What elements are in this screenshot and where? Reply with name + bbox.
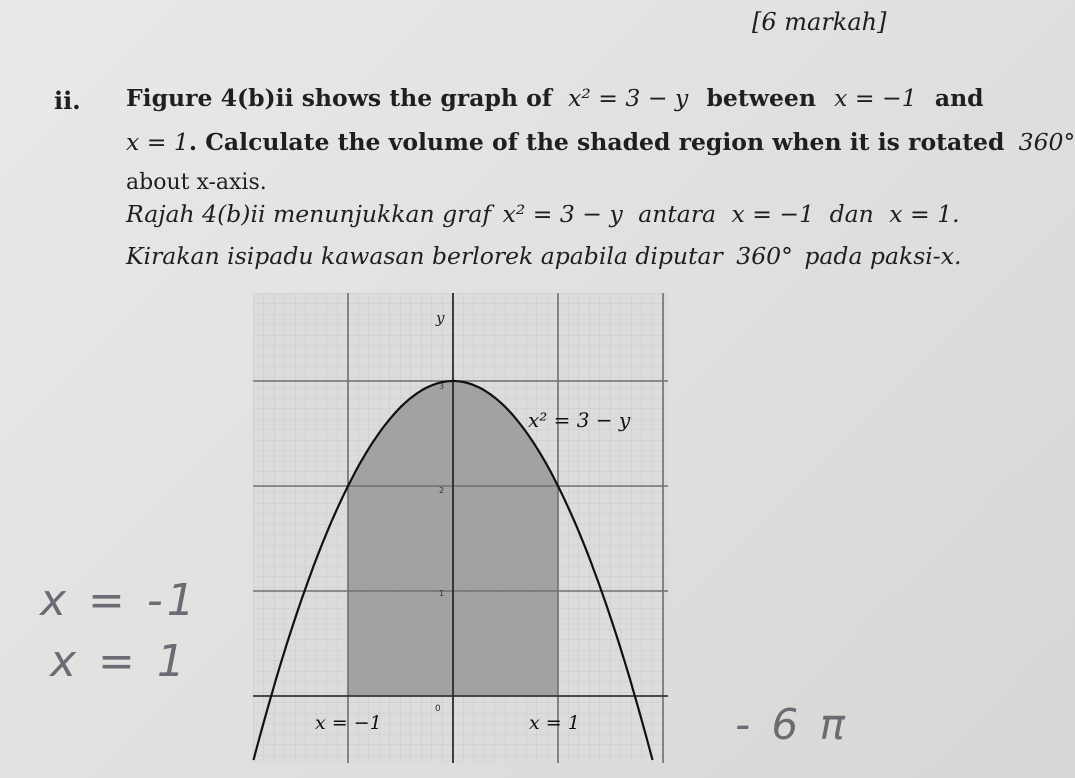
y-axis-label: y xyxy=(436,309,445,327)
english-equation: x² = 3 − y xyxy=(568,84,689,112)
malay-line1-prefix: Rajah 4(b)ii menunjukkan graf xyxy=(126,200,492,228)
malay-degree: 360° xyxy=(736,242,793,270)
tick-1: 1 xyxy=(439,589,445,598)
malay-antara: antara xyxy=(638,200,717,228)
question-malay-line-1 xyxy=(126,200,960,228)
malay-dan: dan xyxy=(829,200,874,228)
origin-label: 0 xyxy=(435,704,441,714)
malay-line2-prefix: Kirakan isipadu kawasan berlorek apabila diputar xyxy=(126,242,723,270)
question-english-line-1 xyxy=(126,84,984,112)
tick-2: 2 xyxy=(439,486,445,495)
x-right-label: x = 1 xyxy=(529,712,580,734)
english-and: and xyxy=(934,84,984,112)
malay-x-1: x = 1. xyxy=(889,200,960,228)
handwritten-note-2: x = 1 xyxy=(50,636,189,687)
english-line1-prefix: Figure 4(b)ii shows the graph of xyxy=(126,84,552,112)
question-number: ii. xyxy=(54,86,81,115)
curve-equation-label: x² = 3 − y xyxy=(528,408,631,432)
english-x-1: x = 1 xyxy=(126,128,189,156)
english-line2-text: . Calculate the volume of the shaded region when it is rotated xyxy=(188,128,1005,156)
handwritten-answer: - 6 π xyxy=(735,700,849,749)
question-english-line-2 xyxy=(126,128,1075,156)
english-line-3: about x-axis. xyxy=(126,170,267,195)
tick-3: 3 xyxy=(439,382,445,391)
malay-equation: x² = 3 − y xyxy=(502,200,623,228)
marks-label: [6 markah] xyxy=(752,8,887,36)
x-left-label: x = −1 xyxy=(315,712,382,734)
malay-line2-suffix: pada paksi-x. xyxy=(804,242,962,270)
question-malay-line-2 xyxy=(126,242,961,270)
english-x-minus-1: x = −1 xyxy=(834,84,917,112)
parabola-graph xyxy=(253,293,668,763)
malay-x-minus-1: x = −1 xyxy=(731,200,815,228)
english-degree: 360° xyxy=(1018,128,1075,156)
english-between: between xyxy=(706,84,816,112)
handwritten-note-1: x = -1 xyxy=(40,575,199,626)
